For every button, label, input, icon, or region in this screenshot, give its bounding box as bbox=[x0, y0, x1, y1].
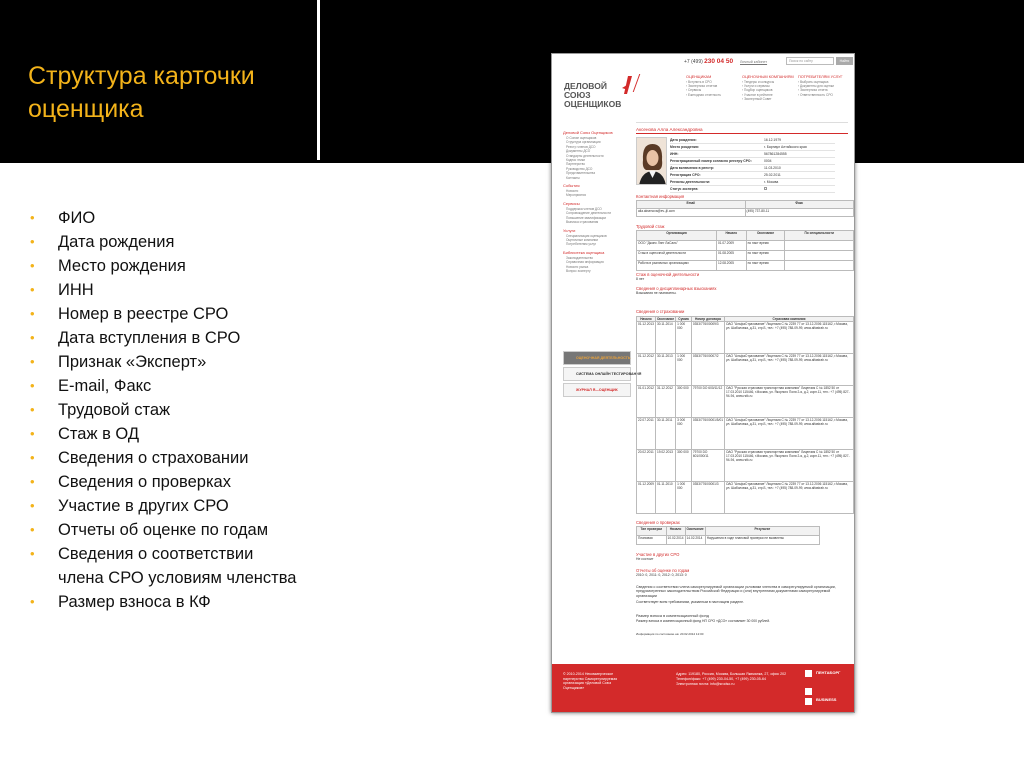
assessor-photo bbox=[636, 137, 667, 185]
table-cell: Нарушения в ходе плановой проверки не выявлены bbox=[705, 536, 819, 545]
sidebar-heading[interactable]: События bbox=[563, 183, 580, 189]
table-cell bbox=[785, 241, 854, 251]
bullet-item: • Признак «Эксперт» bbox=[30, 350, 300, 374]
expert-checkbox[interactable] bbox=[764, 187, 767, 190]
table-cell: ОАО "АльфаСтрахование" Лицензия С № 2239 77 от 13.12.2006 115162, г.Москва, ул. Шаболовка, д.31, стр.Б, тел.: +7 (495) 788-09-99, www.alfastrah.ru bbox=[725, 322, 854, 354]
column-header: Организация bbox=[637, 231, 717, 241]
table-row bbox=[637, 209, 854, 217]
table-cell: 300 000 bbox=[676, 450, 692, 482]
nav-item[interactable]: › Ежегодная отчетность bbox=[686, 92, 721, 97]
table-cell: ОАО "АльфаСтрахование" Лицензия С № 2239 77 от 13.12.2006 115162, г.Москва, ул. Шаболовка, д.31, стр.Б, тел.: +7 (495) 788-09-99, www.alfastrah.ru bbox=[725, 482, 854, 514]
table-row bbox=[637, 322, 854, 354]
column-header: Email bbox=[637, 201, 746, 209]
table-cell: 01.01.2012 bbox=[637, 386, 656, 418]
column-header: Факс bbox=[745, 201, 853, 209]
bullet-item: • Сведения о проверках bbox=[30, 470, 300, 494]
field-value: 25.02.2011 bbox=[764, 173, 781, 177]
bullet-item: • Размер взноса в КФ bbox=[30, 590, 300, 614]
checks-header-row bbox=[637, 527, 820, 536]
table-cell: 1 000 000 bbox=[676, 322, 692, 354]
column-header: По специальности bbox=[785, 231, 854, 241]
sidebar-item[interactable]: Структура организации bbox=[566, 140, 601, 145]
table-cell: 0353/776/00001/3 bbox=[691, 482, 724, 514]
field-value: г. Барнаул Алтайского края bbox=[764, 145, 807, 149]
nav-heading[interactable]: ОЦЕНЩИКАМ bbox=[686, 75, 712, 79]
table-cell: по наст время bbox=[746, 261, 785, 271]
nav-item[interactable]: › Экспертиза отчетов bbox=[686, 84, 718, 89]
sidebar-item[interactable]: Специализация оценщиков bbox=[566, 233, 607, 238]
nav-heading[interactable]: ОЦЕНОЧНЫМ КОМПАНИЯМ bbox=[742, 75, 794, 79]
table-cell: 19.02.2013 bbox=[655, 450, 675, 482]
sidebar-item[interactable]: Сопровождение деятельности bbox=[566, 211, 612, 216]
bullet-list bbox=[30, 206, 300, 614]
sidebar-banner[interactable] bbox=[563, 383, 631, 397]
search-button[interactable]: Найти bbox=[836, 57, 853, 65]
field-label: Дата рождения: bbox=[670, 138, 697, 142]
table-cell: 01.12.2012 bbox=[637, 354, 656, 386]
footer-email[interactable]: Электронная почта: info@srodso.ru bbox=[676, 682, 735, 686]
header-slash bbox=[633, 74, 641, 92]
table-cell: (495) 737-80-11 bbox=[745, 209, 853, 217]
experience-value: 8 лет bbox=[636, 277, 645, 281]
column-header: Номер договора bbox=[691, 317, 724, 322]
conformity-title: Сведения о соответствии члена саморегулируемой организации условиям членства в саморегулируемой организации, предусмотренных законодательством Российской Федерации и (или) внутренними документами саморегулируемой организации bbox=[636, 585, 836, 598]
work-table bbox=[636, 230, 854, 271]
header-divider bbox=[636, 122, 848, 123]
table-cell: 01.07.2009 bbox=[716, 241, 746, 251]
sidebar-item[interactable]: Контакты bbox=[566, 175, 580, 180]
bullet-item: • Дата рождения bbox=[30, 230, 300, 254]
sidebar-item[interactable]: Документы ДСО bbox=[566, 149, 591, 154]
bullet-item: • ФИО bbox=[30, 206, 300, 230]
table-row bbox=[637, 354, 854, 386]
nav-heading[interactable]: ПОТРЕБИТЕЛЯМ УСЛУГ bbox=[798, 75, 843, 79]
sidebar-item[interactable]: Потребителям услуг bbox=[566, 242, 597, 247]
nav-item[interactable]: › Экспертиза отчета bbox=[798, 88, 828, 93]
account-link[interactable]: Личный кабинет bbox=[740, 60, 768, 64]
column-header: Тип проверки bbox=[637, 527, 667, 536]
sidebar-item[interactable]: Руководство ДСО bbox=[566, 166, 593, 171]
column-header: Начало bbox=[637, 317, 656, 322]
sidebar-item[interactable]: Выписка страхования bbox=[566, 220, 599, 225]
field-value bbox=[764, 187, 835, 191]
table-cell: ОАО "Русская страховая транспортная компания" Лицензия С № 1852 50 от 17.03.2010 115446, г.Москва, ул. Якорного Поля 2-я, д.2, корп.11, тел.: +7 (495) 827-94-94, www.rstk.ru bbox=[725, 450, 854, 482]
sidebar-item[interactable]: Партнерство bbox=[566, 162, 586, 167]
table-cell: Работа в различных организациях bbox=[637, 261, 717, 271]
reports-title: Отчеты об оценке по годам bbox=[636, 568, 690, 573]
column-header: Начало bbox=[716, 231, 746, 241]
nav-item[interactable]: › Ответственность СРО bbox=[798, 92, 833, 97]
table-row bbox=[637, 482, 854, 514]
fund-value: Размер взноса в компенсационный фонд НП СРО «ДСО» составляет 30 000 рублей. bbox=[636, 619, 771, 623]
nav-column bbox=[686, 75, 721, 97]
updated-note: Информация по состоянию на: 20.02.2014 12:00 bbox=[636, 632, 704, 636]
column-header: Окончание bbox=[656, 317, 675, 321]
footer-address: Адрес: 119180, Россия, Москва, Большая Якиманка, 27, офис 202 bbox=[676, 672, 787, 676]
table-cell: 1 000 000 bbox=[676, 354, 692, 386]
table-row bbox=[637, 418, 854, 450]
sidebar-item[interactable]: Представительства bbox=[566, 171, 595, 176]
field-row bbox=[670, 172, 835, 179]
discipline-title: Сведения о дисциплинарных взысканиях bbox=[636, 286, 717, 291]
site-screenshot bbox=[551, 53, 855, 713]
sidebar-banner[interactable] bbox=[563, 367, 642, 381]
field-row bbox=[670, 179, 835, 186]
table-row bbox=[637, 536, 820, 545]
table-cell: 79700 DO 601/000/11 bbox=[691, 450, 724, 482]
title-underline bbox=[636, 133, 848, 134]
table-row bbox=[637, 386, 854, 418]
table-cell: 30.11.2013 bbox=[655, 354, 675, 386]
sidebar-item[interactable]: О Союзе оценщиков bbox=[566, 136, 597, 140]
field-value: 16.12.1979 bbox=[764, 138, 781, 142]
table-cell: 31.12.2012 bbox=[655, 386, 675, 418]
nav-item[interactable]: › Подбор оценщиков bbox=[742, 88, 773, 93]
column-header: Начало bbox=[666, 527, 685, 536]
table-cell: 0353/776/00009/3 bbox=[691, 322, 724, 354]
site-logo[interactable]: ДЕЛОВОЙ СОЮЗ ОЦЕНЩИКОВ bbox=[564, 81, 622, 109]
table-cell: 0353/776/00007/2 bbox=[691, 354, 724, 386]
insurance-title: Сведения о страховании bbox=[636, 309, 685, 314]
nav-item[interactable]: › Выбрать оценщика bbox=[798, 80, 829, 84]
table-cell: alla.aksenova@ev.-jll.com bbox=[637, 209, 746, 217]
table-cell: Стаж в оценочной деятельности bbox=[637, 251, 717, 261]
work-header-row bbox=[637, 231, 854, 241]
table-cell: 01.08.2005 bbox=[716, 251, 746, 261]
footer-phone: Телефон/факс: +7 (499) 230-04-50, +7 (499) 230-05-64 bbox=[676, 677, 767, 681]
sidebar-banner[interactable] bbox=[563, 351, 631, 365]
sidebar-item[interactable]: Справочная информация bbox=[566, 260, 604, 265]
other-sro-title: Участие в других СРО bbox=[636, 552, 680, 557]
field-label: Регистрация СРО: bbox=[670, 173, 701, 177]
nav-item[interactable]: › Услуги и сервисы bbox=[742, 84, 770, 89]
table-cell: ОАО "АльфаСтрахование" Лицензия С № 2239 77 от 13.12.2006 115162, г.Москва, ул. Шаболовка, д.31, стр.Б, тел.: +7 (495) 788-09-99, www.alfastrah.ru bbox=[725, 354, 854, 386]
table-cell: 12.08.2005 bbox=[716, 261, 746, 271]
nav-item[interactable]: › Вступить в СРО bbox=[686, 80, 712, 84]
table-cell: по наст время bbox=[746, 251, 785, 261]
column-header: Окончание bbox=[685, 527, 705, 536]
field-row bbox=[670, 144, 835, 151]
table-cell: 300 000 bbox=[676, 386, 692, 418]
table-cell: ОАО "АльфаСтрахование" Лицензия С № 2239 77 от 13.12.2006 115162, г.Москва, ул. Шаболовка, д.31, стр.Б, тел.: +7 (495) 788-09-99, www.alfastrah.ru bbox=[725, 418, 854, 450]
table-cell: по наст время bbox=[746, 241, 785, 251]
field-value: 11.03.2010 bbox=[764, 166, 781, 170]
sidebar-item[interactable]: Повышение квалификации bbox=[566, 215, 607, 220]
field-row bbox=[670, 165, 835, 172]
field-value: 567861284555 bbox=[764, 152, 787, 156]
experience-title: Стаж в оценочной деятельности bbox=[636, 272, 700, 277]
nav-item[interactable]: › Тендеры и конкурсы bbox=[742, 80, 775, 84]
site-footer bbox=[552, 664, 855, 713]
sidebar-item[interactable]: Вопрос эксперту bbox=[566, 268, 591, 273]
bullet-item: • Сведения о страховании bbox=[30, 446, 300, 470]
field-label: ИНН: bbox=[670, 152, 679, 156]
sidebar-item[interactable]: Мероприятия bbox=[566, 193, 586, 198]
banner-label: ОЦЕНОЧНАЯ ДЕЯТЕЛЬНОСТЬ bbox=[576, 356, 631, 360]
checks-title: Сведения о проверках bbox=[636, 520, 680, 525]
field-label: Место рождения: bbox=[670, 145, 699, 149]
footer-brand-1[interactable]: ПЕНТАБОРГ bbox=[816, 670, 841, 675]
field-label: Дата включения в реестр: bbox=[670, 166, 715, 170]
nav-item[interactable]: › Документы для оценки bbox=[798, 84, 834, 89]
contacts-header-row bbox=[637, 201, 854, 209]
table-cell: ООО "Джонс Лэнг ЛаСаль" bbox=[637, 241, 717, 251]
sidebar-heading[interactable]: Деловой Союз Оценщиков bbox=[563, 130, 613, 135]
table-cell: 01.12.2013 bbox=[637, 322, 656, 354]
field-row bbox=[670, 158, 835, 165]
table-cell: ОАО "Русская страховая транспортная компания" Лицензия С № 1852 50 от 17.03.2010 115446, г.Москва, ул. Якорного Поля 2-я, д.2, корп.11, тел.: +7 (495) 827-94-94, www.rstk.ru bbox=[725, 386, 854, 418]
field-value: 0004 bbox=[764, 159, 772, 163]
sidebar-item[interactable]: Новости bbox=[566, 189, 579, 194]
sidebar-heading[interactable]: Услуги bbox=[563, 227, 576, 233]
table-cell: 30.11.2011 bbox=[655, 418, 675, 450]
nav-item[interactable]: › Сервисы bbox=[686, 88, 702, 93]
other-sro-value: Не состоит bbox=[636, 557, 654, 561]
sidebar-item[interactable]: Законодательство bbox=[566, 255, 594, 260]
table-cell: 01.11.2010 bbox=[655, 482, 675, 514]
nav-item[interactable]: › Участие в рейтинге bbox=[742, 92, 773, 97]
reports-value: 2010: 0, 2011: 0, 2012: 0, 2013: 0 bbox=[636, 573, 687, 577]
field-label: Регистрационный номер согласно реестру СРО: bbox=[670, 159, 752, 163]
table-cell: 1 000 000 bbox=[676, 482, 692, 514]
table-cell: 10.02.2014 bbox=[666, 536, 685, 545]
slide-title: Структура карточки оценщика bbox=[28, 62, 255, 123]
bullet-item: • ИНН bbox=[30, 278, 300, 302]
insurance-table bbox=[636, 316, 854, 514]
search-input[interactable]: Поиск по сайту bbox=[786, 57, 834, 65]
footer-copyright: © 2010-2014 Некоммерческое партнерство Саморегулируемая организация «Деловой Союз Оценщиков» bbox=[563, 672, 618, 690]
sidebar-heading[interactable]: Библиотека оценщика bbox=[563, 249, 605, 255]
sidebar-item[interactable]: Кодекс этики bbox=[566, 158, 586, 163]
field-label: Статус эксперта: bbox=[670, 187, 699, 191]
table-cell bbox=[785, 261, 854, 271]
bullet-item: • E-mail, Факс bbox=[30, 374, 300, 398]
table-cell: 0353/776/00001/5/01 bbox=[691, 418, 724, 450]
sidebar-item[interactable]: Стандарты деятельности bbox=[566, 153, 604, 158]
checks-table bbox=[636, 526, 820, 545]
field-label: Регионы деятельности: bbox=[670, 180, 711, 184]
sidebar-heading[interactable]: Сервисы bbox=[563, 200, 580, 206]
conformity-value: Соответствует всем требованиям, указанным в настоящем разделе. bbox=[636, 600, 744, 604]
sidebar-item[interactable]: Новости рынка bbox=[566, 264, 589, 269]
sidebar bbox=[563, 127, 633, 273]
table-cell: 3 000 000 bbox=[676, 418, 692, 450]
table-row bbox=[637, 261, 854, 271]
footer-brand-2[interactable]: BUSINESS bbox=[816, 697, 837, 702]
field-row bbox=[670, 186, 835, 193]
column-header: Сумма bbox=[676, 317, 692, 322]
banner-label: ЖУРНАЛ Я—ОЦЕНЩИК bbox=[576, 388, 618, 392]
bullet-item: • Трудовой стаж bbox=[30, 398, 300, 422]
contacts-table bbox=[636, 200, 854, 217]
footer-brand-icon bbox=[804, 668, 814, 708]
sidebar-item[interactable]: Поддержка членов ДСО bbox=[566, 206, 602, 211]
bullet-item: • Дата вступления в СРО bbox=[30, 326, 300, 350]
column-header: Окончание bbox=[746, 231, 785, 241]
bullet-item: • Номер в реестре СРО bbox=[30, 302, 300, 326]
field-row bbox=[670, 137, 835, 144]
contacts-title: Контактная информация bbox=[636, 194, 685, 199]
assessor-name: Аксенова Алла Александровна bbox=[636, 127, 703, 132]
bullet-item: • Место рождения bbox=[30, 254, 300, 278]
work-title: Трудовой стаж bbox=[636, 224, 665, 229]
bullet-item: • Стаж в ОД bbox=[30, 422, 300, 446]
assessor-fields bbox=[670, 137, 835, 193]
discipline-value: Взыскания не назначены. bbox=[636, 291, 677, 295]
table-row bbox=[637, 241, 854, 251]
fund-title: Размер взноса в компенсационный фонд bbox=[636, 614, 709, 618]
nav-column bbox=[742, 75, 794, 101]
table-cell: 30.11.2014 bbox=[655, 322, 675, 354]
table-cell bbox=[785, 251, 854, 261]
bullet-item: • Отчеты об оценке по годам bbox=[30, 518, 300, 542]
field-value: г. Москва bbox=[764, 180, 779, 184]
sidebar-item[interactable]: Оценочные компании bbox=[566, 237, 599, 242]
table-cell: 22.07.2011 bbox=[637, 418, 656, 450]
portrait-image bbox=[637, 138, 667, 185]
table-cell: 79700 DO 600/11/12 bbox=[691, 386, 724, 418]
nav-item[interactable]: › Экспертный Совет bbox=[742, 96, 772, 101]
column-header: Результат bbox=[705, 527, 819, 536]
table-cell: 14.02.2014 bbox=[685, 536, 705, 545]
sidebar-item[interactable]: Реестр членов ДСО bbox=[566, 144, 596, 149]
field-row bbox=[670, 151, 835, 158]
bullet-item: • Сведения о соответствии члена СРО условиям членства bbox=[30, 542, 300, 590]
site-phone: +7 (499) 230 04 50 bbox=[684, 58, 734, 65]
table-cell: 01.12.2009 bbox=[637, 482, 656, 514]
table-row bbox=[637, 450, 854, 482]
table-row bbox=[637, 251, 854, 261]
nav-column bbox=[798, 75, 843, 97]
logo-mark-icon bbox=[622, 76, 632, 94]
table-cell: 20.02.2011 bbox=[637, 450, 656, 482]
bullet-item: • Участие в других СРО bbox=[30, 494, 300, 518]
column-header: Страховая компания bbox=[725, 317, 854, 322]
banner-label: СИСТЕМА ОНЛАЙН ТЕСТИРОВАНИЯ bbox=[576, 372, 642, 376]
table-cell: Плановая bbox=[637, 536, 667, 545]
